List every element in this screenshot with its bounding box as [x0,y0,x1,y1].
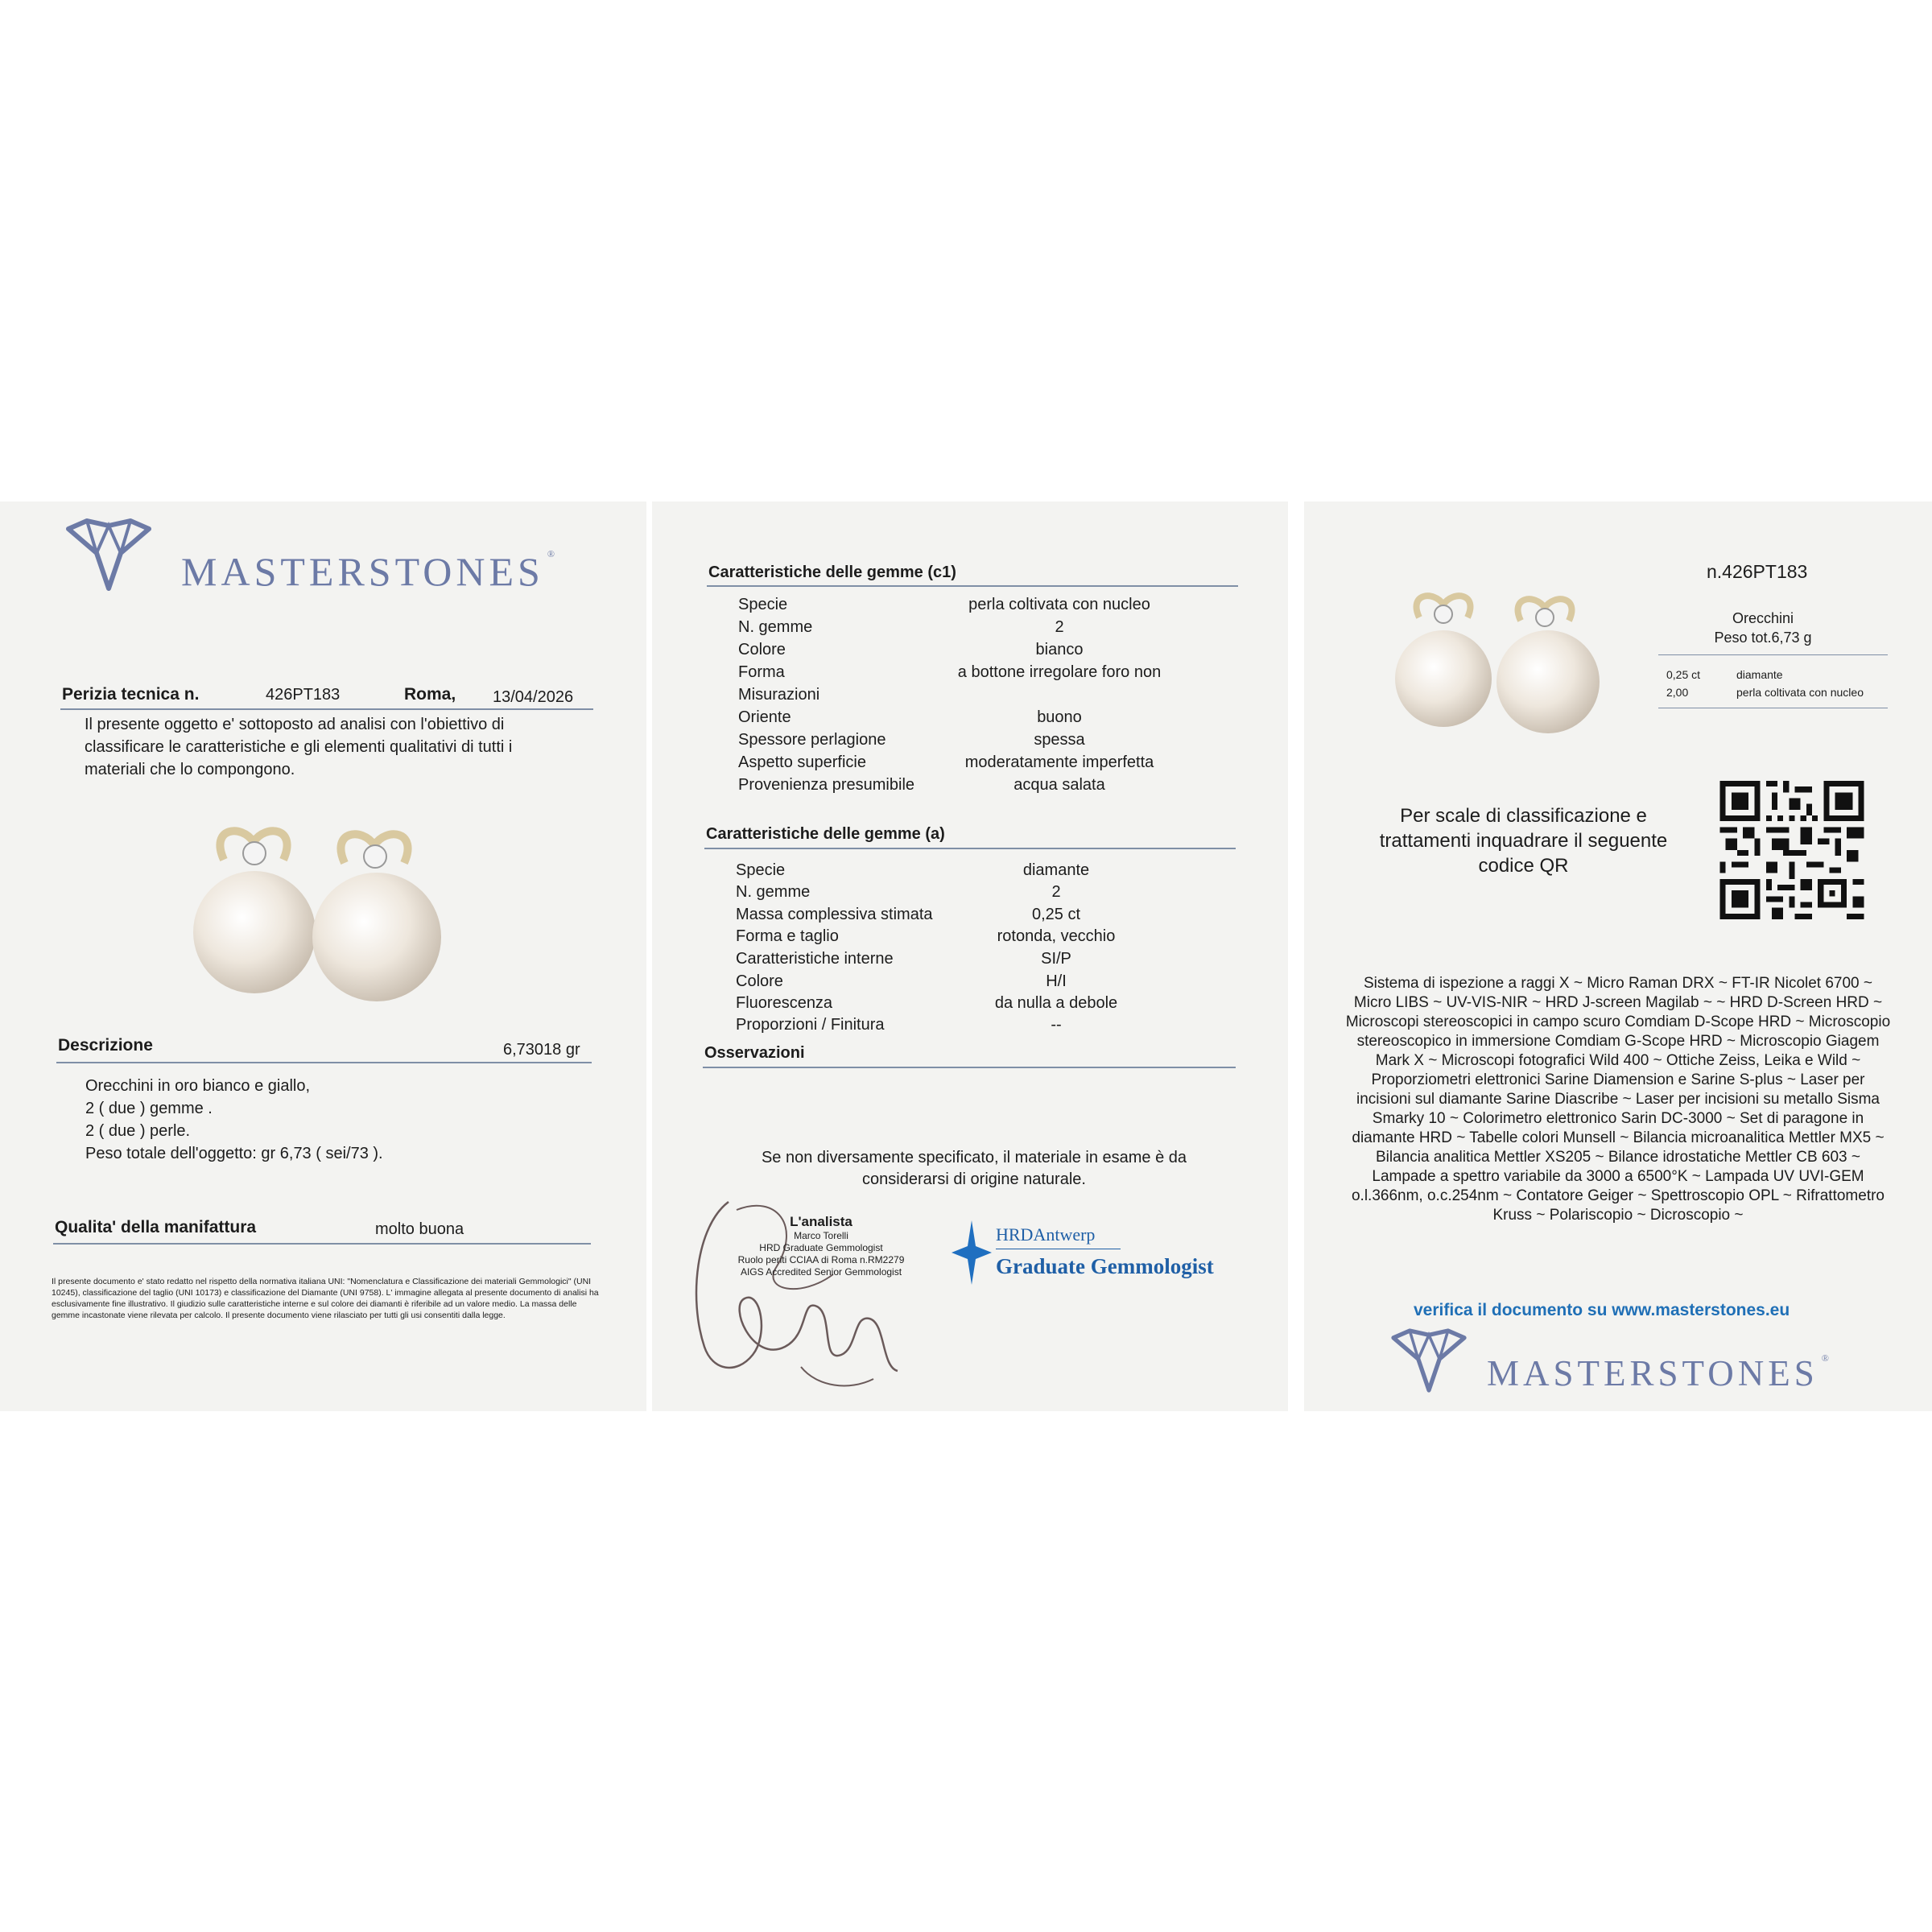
diamond-row-fluorescenza: Fluorescenza da nulla a debole [736,994,1118,1012]
item-name: Orecchini [1732,610,1794,626]
diamond-section-title: Caratteristiche delle gemme (a) [706,825,945,843]
earrings-photo-small [1387,582,1604,743]
hrd-antwerp-label: HRDAntwerp [996,1224,1096,1245]
pearl-row-misurazioni: Misurazioni [738,686,820,704]
equipment-list: Sistema di ispezione a raggi X ~ Micro Raman DRX ~ FT-IR Nicolet 6700 ~ Micro LIBS ~ UV-VIS-NIR ~ HRD J-screen Magilab ~ ~ HRD D-Screen HRD ~ Microscopi stereoscopici in campo scuro Comdiam D-Scope HRD ~ Microscopio stereoscopico in immersione Comdiam G-Scope HRD ~ Microscopio Giagem Mark X ~ Microscopi fotografici Wild 400 ~ Ottiche Zeiss, Leika e Wild ~ Proporziometri elettronici Sarine Diamension e Sarine S-plus ~ Laser per incisioni sul diamante Sarine Diascribe ~ Laser per incisioni su metallo Sisma Smarky 10 ~ Colorimetro elettronico Sarin DC-3000 ~ Set di paragone in diamante HRD ~ Tabelle colori Munsell ~ Bilancia microanalitica Mettler MX5 ~ Bilancia analitica Mettler XS205 ~ Bilance idrostatiche Mettler CB 603 ~ Lampade a spettro variabile da 3000 a 6500°K ~ Lampada UV UVI-GEM o.l.366nm, o.c.254nm ~ Contatore Geiger ~ Spettroscopio OPL ~ Rifrattometro Kruss ~ Polariscopio ~ Dicroscopio ~ [1345,975,1891,1224]
qr-instructions: Per scale di classificazione e trattamenti inquadrare il seguente codice QR [1379,805,1668,877]
verify-link[interactable]: verifica il documento su www.masterstones.eu [1414,1301,1790,1319]
diamond-row-forma-taglio: Forma e taglio rotonda, vecchio [736,927,1116,945]
divider [60,708,593,710]
diamond-row-n-gemme: N. gemme 2 [736,883,1061,901]
diamond-logo-icon [1389,1325,1469,1396]
perizia-label: Perizia tecnica n. [62,685,200,704]
quality-label: Qualita' della manifattura [55,1218,257,1236]
analyst-title: L'analista [790,1214,852,1229]
description-text: Orecchini in oro bianco e giallo, 2 ( due ) gemme . 2 ( due ) perle. Peso totale dell'oggetto: gr 6,73 ( sei/73 ). [85,1077,383,1162]
divider [707,585,1238,587]
earrings-photo [185,811,451,1021]
divider [56,1062,592,1063]
brand-name-bottom: MASTERSTONES ® [1487,1352,1833,1393]
hrd-star-icon [952,1220,992,1285]
pearl-row-oriente: Oriente buono [738,708,1082,726]
perizia-number: 426PT183 [266,686,341,704]
pearl-row-specie: Specie perla coltivata con nucleo [738,596,1150,613]
pearl-row-colore: Colore bianco [738,641,1084,658]
item-weight: Peso tot.6,73 g [1714,630,1812,646]
analyst-signature [680,1178,906,1395]
brand-name: MASTERSTONES ® [181,548,559,594]
masterstones-logo-bottom [1389,1325,1872,1397]
analyst-block: L'analista Marco Torelli HRD Graduate Gemmologist Ruolo periti CCIAA di Roma n.RM2279 AIGS Accredited Senior Gemmologist [700,1214,942,1278]
hrd-graduate-label: Graduate Gemmologist [996,1254,1214,1278]
pearl-row-spessore: Spessore perlagione spessa [738,731,1085,749]
descrizione-weight: 6,73018 gr [503,1041,580,1059]
divider [704,848,1236,849]
pearl-row-n-gemme: N. gemme 2 [738,618,1064,636]
pearl-section-title: Caratteristiche delle gemme (c1) [708,564,956,581]
quality-value: molto buona [375,1220,464,1238]
item-summary [1682,609,1843,647]
divider [53,1243,591,1245]
analyst-name: Marco Torelli [794,1230,848,1241]
diamond-row-massa: Massa complessiva stimata 0,25 ct [736,906,1081,923]
divider [1658,654,1888,655]
legal-notice: Il presente documento e' stato redatto nel rispetto della normativa italiana UNI: "Nomenclatura e Classificazione dei materiali Gemmologici" (UNI 10245), classificazione del taglio (UNI 10173) e classificazione del Diamante (UNI 9758). L' immagine allegata al presente documento di analisi ha esclusivamente fine illustrativo. Il giudizio sulle caratteristiche interne e sul colore dei diamanti è riferibile ad un valore medio. La massa delle gemme incastonate viene rilevata per calcolo. Il presente documento viene rilasciato per tutti gli usi consentiti dalla legge. [52,1277,599,1320]
certificate-date: 13/04/2026 [493,688,574,706]
diamond-row-proporzioni: Proporzioni / Finitura -- [736,1016,1062,1034]
intro-text: Il presente oggetto e' sottoposto ad analisi con l'obiettivo di classificare le caratteristiche e gli elementi qualitativi di tutti i materiali che lo compongono. [85,716,513,778]
osservazioni-label: Osservazioni [704,1044,805,1062]
certificate-number: n.426PT183 [1707,561,1808,582]
qr-code[interactable] [1719,781,1864,919]
pearl-row-aspetto: Aspetto superficie moderatamente imperfetta [738,753,1154,771]
pearl-row-forma: Forma a bottone irregolare foro non [738,663,1162,681]
diamond-characteristics [652,861,1288,1046]
diamond-row-specie: Specie diamante [736,861,1090,879]
certificate-panel-left [0,502,646,1411]
origin-note: Se non diversamente specificato, il materiale in esame è da considerarsi di origine naturale. [761,1149,1187,1188]
diamond-row-colore: Colore H/I [736,972,1067,990]
pearl-characteristics [652,596,1288,805]
certificate-panel-middle [652,502,1288,1411]
masterstones-logo [64,511,580,600]
descrizione-label: Descrizione [58,1036,153,1055]
pearl-row-provenienza: Provenienza presumibile acqua salata [738,776,1105,794]
city-label: Roma, [404,685,456,704]
certificate-panel-right: n.426PT183 Orecchini Peso tot.6,73 g 0,25 ct diamante 2,00 perla coltivata con nucleo Per scale di classificazione e trattamenti inquadrare il seguente codice QR Sistema di ispezione a raggi X ~ Micro Raman DRX ~ FT-IR Nicolet 6700 ~ Micro LIBS ~ UV-VIS-NIR ~ HRD J-screen Magilab ~ ~ HRD D-Screen HRD ~ Microscopi stereoscopici in campo scuro Comdiam D-Scope HRD ~ Microscopio stereoscopico in immersione Comdiam G-Scope HRD ~ Microscopio Giagem Mark X ~ Microscopi fotografici Wild 400 ~ Ottiche Zeiss, Leika e Wild ~ Proporziometri elettronici Sarine Diamension e Sarine S-plus ~ Laser per incisioni sul diamante Sarine Diascribe ~ Laser per incisioni su metallo Sisma Smarky 10 ~ Colorimetro elettronico Sarin DC-3000 ~ Set di paragone in diamante HRD ~ Tabelle colori Munsell ~ Bilancia microanalitica Mettler MX5 ~ Bilancia analitica Mettler XS205 ~ Bilance idrostatiche Mettler CB 603 ~ Lampade a spettro variabile da 3000 a 6500°K ~ Lampada UV UVI-GEM o.l.366nm, o.c.254nm ~ Contatore Geiger ~ Spettroscopio OPL ~ Rifrattometro Kruss ~ Polariscopio ~ Dicroscopio ~ verifica il documento su www.masterstones.eu MASTERSTONES ® [1304,502,1932,1411]
diamond-logo-icon [64,514,153,595]
divider [703,1067,1236,1068]
diamond-row-caratteristiche-interne: Caratteristiche interne SI/P [736,950,1071,968]
